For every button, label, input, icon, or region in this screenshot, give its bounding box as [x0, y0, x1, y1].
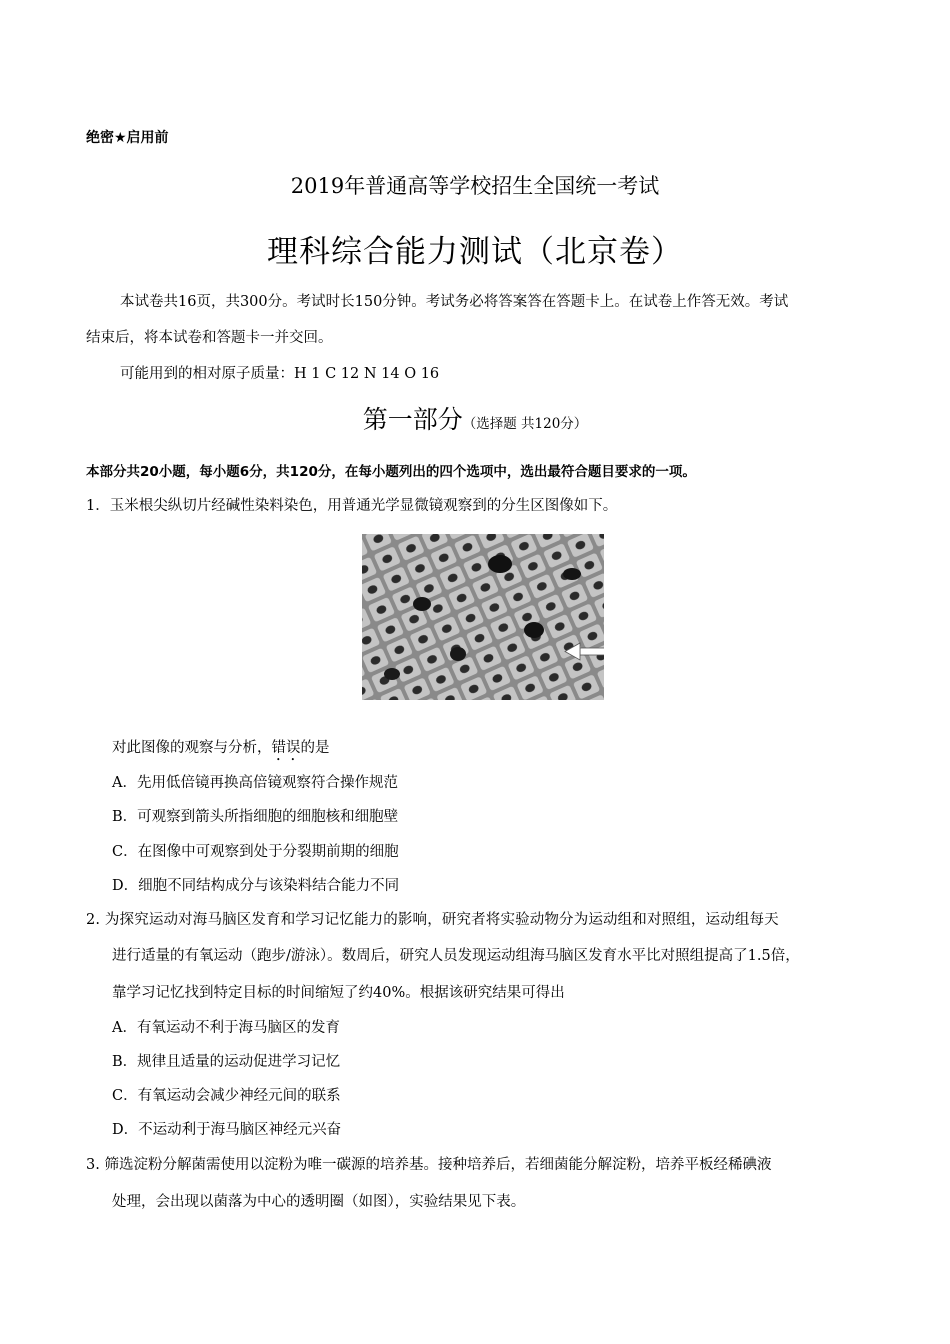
intro-line-2: 结束后，将本试卷和答题卡一并交回。 [86, 330, 333, 346]
exam-title: 2019年普通高等学校招生全国统一考试 [290, 174, 660, 198]
micrograph-image [362, 534, 604, 700]
question-1-text: 1．玉米根尖纵切片经碱性染料染色，用普通光学显微镜观察到的分生区图像如下。 [86, 498, 618, 514]
q1-option-d: D．细胞不同结构成分与该染料结合能力不同 [112, 878, 400, 894]
emphasis-text: 错误 [271, 740, 301, 756]
question-3-line-2: 处理，会出现以菌落为中心的透明圈（如图），实验结果见下表。 [112, 1194, 526, 1210]
part-instructions: 本部分共20小题，每小题6分，共120分，在每小题列出的四个选项中，选出最符合题目要求的一项。 [86, 464, 696, 480]
q2-option-b: B．规律且适量的运动促进学习记忆 [112, 1054, 341, 1070]
part-heading [0, 400, 950, 436]
q1-option-c: C．在图像中可观察到处于分裂期前期的细胞 [112, 844, 399, 860]
question-3-line-1: 3. 筛选淀粉分解菌需使用以淀粉为唯一碳源的培养基。接种培养后，若细菌能分解淀粉，培养平板经稀碘液 [86, 1157, 772, 1173]
q2-option-d: D．不运动利于海马脑区神经元兴奋 [112, 1122, 342, 1138]
question-2-line-3: 靠学习记忆找到特定目标的时间缩短了约40%。根据该研究结果可得出 [112, 985, 565, 1001]
q1-option-a: A．先用低倍镜再换高倍镜观察符合操作规范 [112, 775, 398, 791]
main-title: 理科综合能力测试（北京卷） [267, 234, 683, 270]
question-1-stem: 对此图像的观察与分析，错误的是 [112, 740, 330, 756]
part-subtitle: （选择题 共120分） [462, 416, 588, 432]
part-title: 第一部分 [362, 405, 463, 434]
q1-option-b: B．可观察到箭头所指细胞的细胞核和细胞壁 [112, 809, 399, 825]
atomic-mass-line: 可能用到的相对原子质量：H 1 C 12 N 14 O 16 [120, 366, 440, 382]
question-2-line-2: 进行适量的有氧运动（跑步/游泳）。数周后，研究人员发现运动组海马脑区发育水平比对照组提高了1.5倍， [112, 948, 800, 964]
q2-option-a: A．有氧运动不利于海马脑区的发育 [112, 1020, 340, 1036]
confidential-label: 绝密★启用前 [86, 130, 169, 146]
question-2-line-1: 2. 为探究运动对海马脑区发育和学习记忆能力的影响，研究者将实验动物分为运动组和对照组，运动组每天 [86, 912, 779, 928]
q2-option-c: C．有氧运动会减少神经元间的联系 [112, 1088, 341, 1104]
intro-line-1: 本试卷共16页，共300分。考试时长150分钟。考试务必将答案答在答题卡上。在试卷上作答无效。考试 [120, 294, 789, 310]
